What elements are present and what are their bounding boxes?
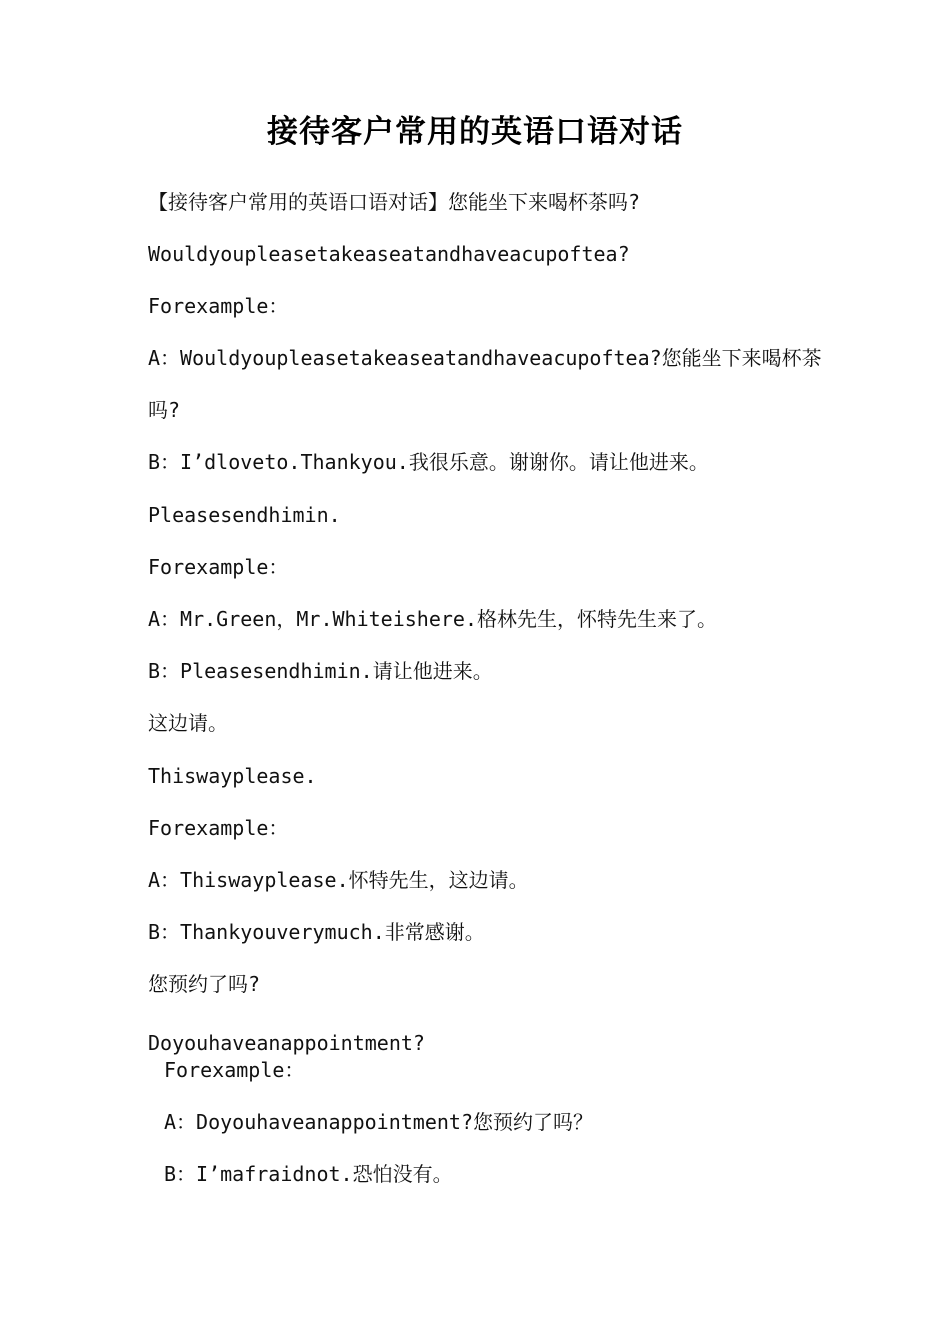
- paragraph-line: Forexample：: [148, 555, 289, 579]
- paragraph-line: Pleasesendhimin.: [148, 503, 341, 527]
- paragraph-line: Doyouhaveanappointment?: [148, 1031, 425, 1055]
- paragraph-line: A：Thiswayplease.怀特先生，这边请。: [148, 868, 529, 892]
- paragraph-line: B：Pleasesendhimin.请让他进来。: [148, 659, 493, 683]
- paragraph-line: Thiswayplease.: [148, 764, 317, 788]
- paragraph-line: 这边请。: [148, 711, 228, 735]
- paragraph-line: B：Thankyouverymuch.非常感谢。: [148, 920, 485, 944]
- paragraph-line: B：I’mafraidnot.恐怕没有。: [164, 1162, 453, 1186]
- paragraph-line: 【接待客户常用的英语口语对话】您能坐下来喝杯茶吗?: [148, 190, 641, 214]
- paragraph-line: A：Doyouhaveanappointment?您预约了吗？: [164, 1110, 593, 1134]
- paragraph-line: Forexample：: [164, 1058, 305, 1082]
- paragraph-line: Forexample：: [148, 294, 289, 318]
- document-title: 接待客户常用的英语口语对话: [267, 114, 683, 150]
- paragraph-line: Wouldyoupleasetakeaseatandhaveacupoftea?: [148, 242, 630, 266]
- paragraph-line: Forexample：: [148, 816, 289, 840]
- paragraph-line: 吗?: [148, 398, 181, 422]
- paragraph-line: A：Wouldyoupleasetakeaseatandhaveacupoftea?您能坐下来喝杯茶: [148, 346, 822, 370]
- paragraph-line: A：Mr.Green，Mr.Whiteishere.格林先生，怀特先生来了。: [148, 607, 717, 631]
- paragraph-line: 您预约了吗?: [148, 972, 261, 996]
- paragraph-line: B：I’dloveto.Thankyou.我很乐意。谢谢你。请让他进来。: [148, 450, 709, 474]
